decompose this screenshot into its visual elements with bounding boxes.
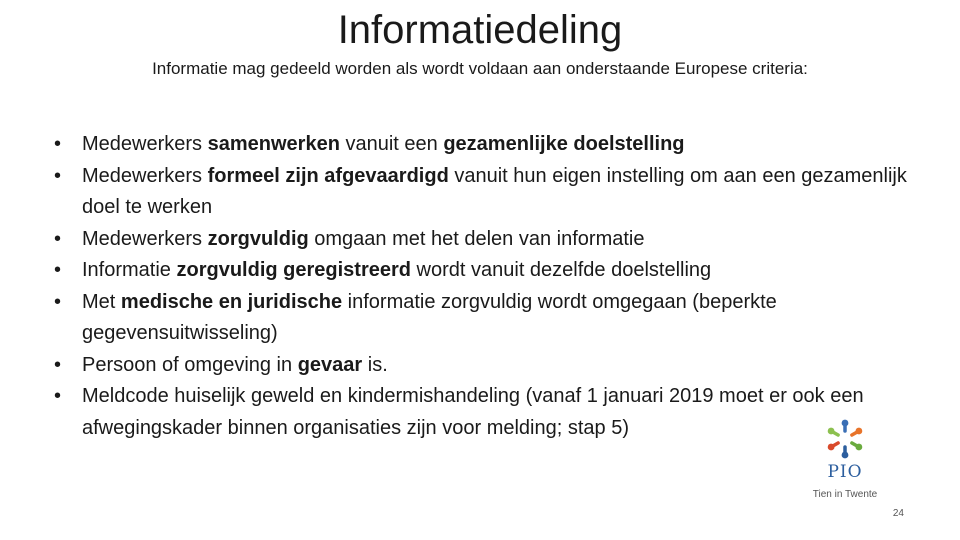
list-item <box>54 350 914 382</box>
figure-body <box>831 443 838 447</box>
bold-text: medische en juridische <box>120 290 343 313</box>
bold-text: zorgvuldig geregistreerd <box>176 259 411 281</box>
bullet-marker: • <box>54 259 62 281</box>
list-item <box>54 381 914 444</box>
bullet-marker: • <box>54 290 62 313</box>
bold-text: gezamenlijke doelstelling <box>443 133 685 155</box>
bold-text: gevaar <box>297 353 363 376</box>
list-item-text: vanuit een <box>339 133 444 155</box>
logo-wordmark: PIO <box>827 462 863 482</box>
list-item-text: Meldcode huiselijk geweld en kindermishandeling (vanaf 1 januari 2019 moet er ook een afwegingskader binnen organisaties zijn voor melding; stap 5) <box>82 385 864 439</box>
list-item-text: is. <box>362 353 388 376</box>
list-item <box>54 287 914 350</box>
logo-tagline: Tien in Twente <box>812 489 878 500</box>
list-item <box>54 255 914 287</box>
list-item-text: Persoon of omgeving in <box>82 353 298 376</box>
figure-body <box>852 431 859 435</box>
bold-text: samenwerken <box>207 133 340 155</box>
list-item-text: vanuit hun eigen instelling om aan een gezamenlijk doel te werken <box>82 164 907 218</box>
criteria-list <box>54 129 914 444</box>
list-item-text: informatie zorgvuldig wordt omgegaan (beperkte gegevensuitwisseling) <box>82 290 777 344</box>
people-circle-icon <box>800 415 890 463</box>
list-item-text: Medewerkers <box>82 133 208 155</box>
bold-text: zorgvuldig <box>207 227 309 250</box>
slide-title: Informatiedeling <box>337 8 623 52</box>
bullet-marker: • <box>54 353 62 376</box>
list-item <box>54 161 914 224</box>
list-item <box>54 129 914 161</box>
figure-body <box>831 431 838 435</box>
bullet-marker: • <box>54 133 62 155</box>
page-number: 24 <box>892 508 904 519</box>
bullet-marker: • <box>54 227 62 250</box>
bullet-marker: • <box>54 385 62 407</box>
slide-subtitle: Informatie mag gedeeld worden als wordt voldaan aan onderstaande Europese criteria: <box>152 59 808 78</box>
pio-logo <box>800 415 890 507</box>
bullet-marker: • <box>54 164 62 187</box>
list-item-text: Medewerkers <box>82 227 208 250</box>
list-item-text: wordt vanuit dezelfde doelstelling <box>410 259 712 281</box>
list-item-text: omgaan met het delen van informatie <box>308 227 645 250</box>
figure-body <box>852 443 859 447</box>
list-item-text: Medewerkers <box>82 164 208 187</box>
list-item-text: Met <box>82 290 121 313</box>
list-item-text: Informatie <box>82 259 177 281</box>
list-item <box>54 224 914 256</box>
bold-text: formeel zijn afgevaardigd <box>207 164 449 187</box>
